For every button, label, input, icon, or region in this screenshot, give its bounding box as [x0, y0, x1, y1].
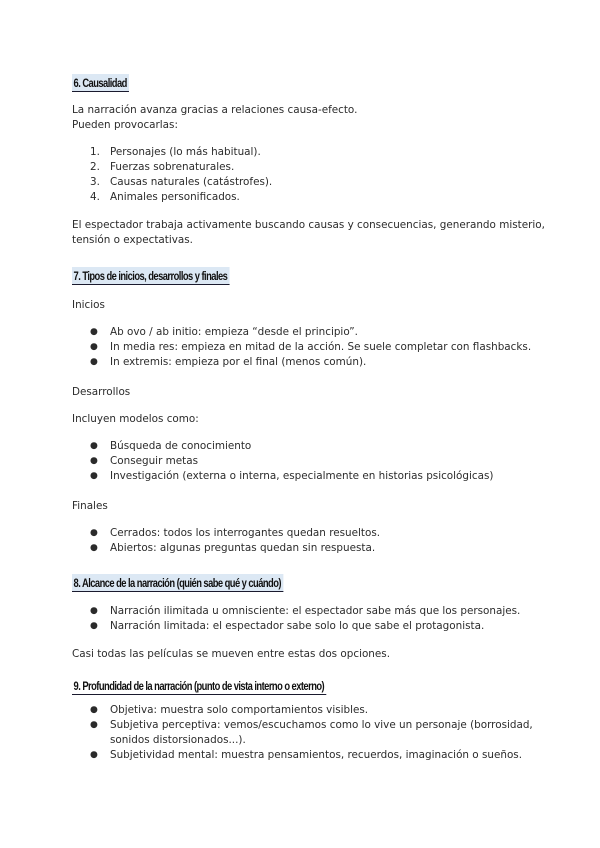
s6-paragraph-2: Pueden provocarlas: — [72, 119, 178, 131]
s6-paragraph-1: La narración avanza gracias a relaciones causa-efecto. — [72, 104, 358, 116]
s7-desarrollos-label: Desarrollos — [72, 386, 131, 398]
section-7-heading: 7. Tipos de inicios, desarrollos y finales — [72, 267, 230, 285]
s7-desarrollos-intro: Incluyen modelos como: — [72, 413, 199, 425]
section-8-heading: 8. Alcance de la narración (quién sabe qué y cuándo) — [72, 574, 283, 592]
section-9-heading: 9. Profundidad de la narración (punto de vista interno o externo) — [72, 677, 326, 695]
section-6-heading: 6. Causalidad — [72, 74, 129, 92]
document-page: 6. Causalidad La narración avanza gracias a relaciones causa-efecto. Pueden provocarlas: 1. Personajes (lo más habitual). 2. Fuerzas sobrenaturales. 3. Causas naturales (catástrofes). 4. Animales personificados. El espectador trabaja activamente buscando causas y consecuencias, generando misterio, tensión o expectativas. 7. Tipos de inicios, desarrollos y finales Inicios ● Ab ovo / ab initio: empieza “desde el principio”. ● In media res: empieza en mitad de la acción. Se suele completar con flashbacks. ● In extremis: empieza por el final (menos común). Desarrollos Incluyen modelos como: ● Búsqueda de conocimiento ● Conseguir metas ● Investigación (externa o interna, especialmente en historias psicológicas) Finales ● Cerrados: todos los interrogantes quedan resueltos. ● Abiertos: algunas preguntas quedan sin respuesta. 8. Alcance de la narración (quién sabe qué y cuándo) ● Narración ilimitada u omnisciente: el espectador sabe más que los personajes. ● Narración limitada: el espectador sabe solo lo que sabe el protagonista. Casi todas las películas se mueven entre estas dos opciones. 9. Profundidad de la narración (punto de vista interno o externo) ● Objetiva: muestra solo comportamientos visibles. ● Subjetiva perceptiva: vemos/escuchamos como lo vive un personaje (borrosidad, sonidos distorsionados...). ● Subjetividad mental: muestra pensamientos, recuerdos, imaginación o sueños. — [72, 76, 545, 761]
s7-finales-label: Finales — [72, 500, 108, 512]
s7-inicios-label: Inicios — [72, 299, 105, 311]
s6-paragraph-3a: El espectador trabaja activamente buscando causas y consecuencias, generando misterio, — [72, 219, 545, 231]
s8-note: Casi todas las películas se mueven entre estas dos opciones. — [72, 648, 391, 660]
s6-paragraph-3b: tensión o expectativas. — [72, 234, 193, 246]
